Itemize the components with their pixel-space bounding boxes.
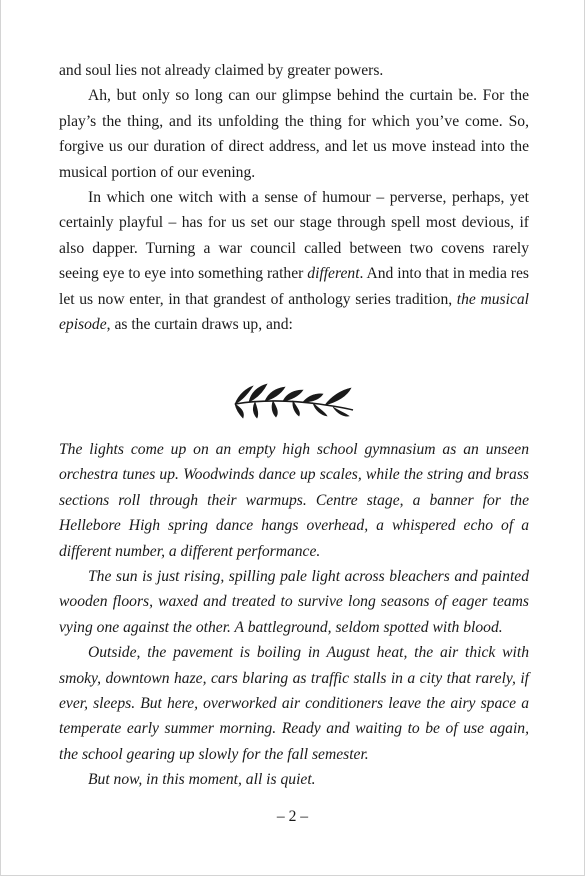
paragraph [59, 185, 529, 337]
paragraph: But now, in this moment, all is quiet. [88, 771, 316, 789]
laurel-branch-icon [229, 380, 357, 420]
paragraph-text: , as the curtain draws up, and: [106, 316, 293, 334]
paragraph: The sun is just rising, spilling pale light across bleachers and painted wooden floors, waxed and treated to survive long seasons of eager teams vying one against the other. A battleground, seldom spotted with blood. [59, 568, 529, 636]
emphasis-text: different [307, 265, 360, 283]
narration-section [59, 58, 529, 337]
paragraph-text: In which one witch with a sense of humour – perverse, perhaps, yet certainly playful – has for us set our stage through spell most devious, if also dapper. Turning a war council called between two covens rarely seeing eye to eye into something rather [59, 189, 529, 283]
emphasis-text: the musical episode [59, 290, 530, 334]
paragraph: Ah, but only so long can our glimpse behind the curtain be. For the play’s the thing, and its unfolding the thing for which you’ve come. So, forgive us our duration of direct address, and let us move instead into the musical portion of our evening. [59, 87, 529, 181]
paragraph: The lights come up on an empty high school gymnasium as an unseen orchestra tunes up. Woodwinds dance up scales, while the string and brass sections roll through their warmups. Centre stage, a banner for the Hellebore High spring dance hangs overhead, a whispered echo of a different number, a different performance. [59, 441, 529, 560]
stage-direction-section [59, 437, 529, 793]
page-number: – 2 – [276, 808, 309, 825]
paragraph: and soul lies not already claimed by greater powers. [59, 62, 384, 79]
paragraph-text: . And into that in media res let us now enter, in that grandest of anthology series tradition, [59, 265, 529, 308]
paragraph: Outside, the pavement is boiling in August heat, the air thick with smoky, downtown haze, cars blaring as traffic stalls in a city that rarely, if ever, sleeps. But here, overworked air conditioners leave the airy space a temperate early summer morning. Ready and waiting to be of use again, the school gearing up slowly for the fall semester. [59, 644, 529, 763]
